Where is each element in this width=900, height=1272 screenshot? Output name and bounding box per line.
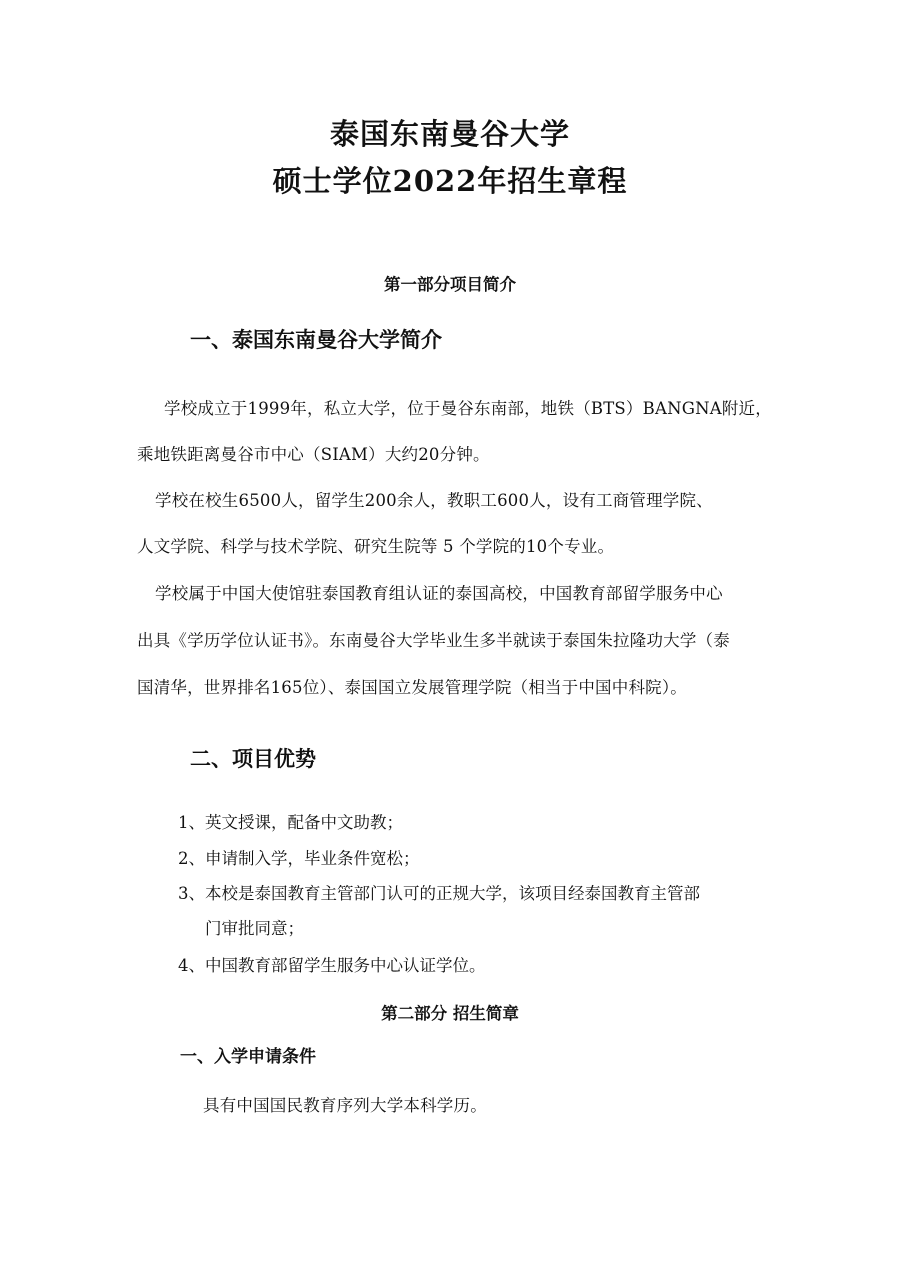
advantage-item: 1、英文授课，配备中文助教； [178, 813, 403, 832]
paragraph-line: 乘地铁距离曼谷市中心（SIAM）大约20分钟。 [137, 445, 490, 464]
section2-heading: 二、项目优势 [190, 746, 316, 771]
advantage-item: 2、申请制入学，毕业条件宽松； [178, 849, 420, 868]
document-title-line1: 泰国东南曼谷大学 [329, 117, 570, 151]
section1-heading: 一、泰国东南曼谷大学简介 [190, 327, 442, 352]
document-title-line2: 硕士学位2022年招生章程 [272, 164, 628, 198]
advantage-item: 3、本校是泰国教育主管部门认可的正规大学，该项目经泰国教育主管部 [178, 884, 700, 903]
section3-heading: 一、入学申请条件 [180, 1047, 316, 1067]
part2-heading: 第二部分 招生简章 [381, 1004, 519, 1023]
section3-text: 具有中国国民教育序列大学本科学历。 [203, 1096, 487, 1115]
paragraph-line: 学校成立于1999年，私立大学，位于曼谷东南部，地铁（BTS）BANGNA附近， [164, 399, 772, 418]
paragraph-line: 国清华，世界排名165位）、泰国国立发展管理学院（相当于中国中科院）。 [137, 678, 687, 697]
paragraph-line: 人文学院、科学与技术学院、研究生院等 5 个学院的10个专业。 [137, 537, 615, 556]
paragraph-line: 出具《学历学位认证书》。东南曼谷大学毕业生多半就读于泰国朱拉隆功大学（泰 [137, 631, 730, 650]
advantage-item-continuation: 门审批同意； [205, 919, 304, 938]
paragraph-line: 学校在校生6500人，留学生200余人，教职工600人，设有工商管理学院、 [155, 491, 713, 510]
advantage-item: 4、中国教育部留学生服务中心认证学位。 [178, 956, 486, 975]
part1-heading: 第一部分项目简介 [384, 275, 516, 294]
paragraph-line: 学校属于中国大使馆驻泰国教育组认证的泰国高校，中国教育部留学服务中心 [155, 584, 723, 603]
